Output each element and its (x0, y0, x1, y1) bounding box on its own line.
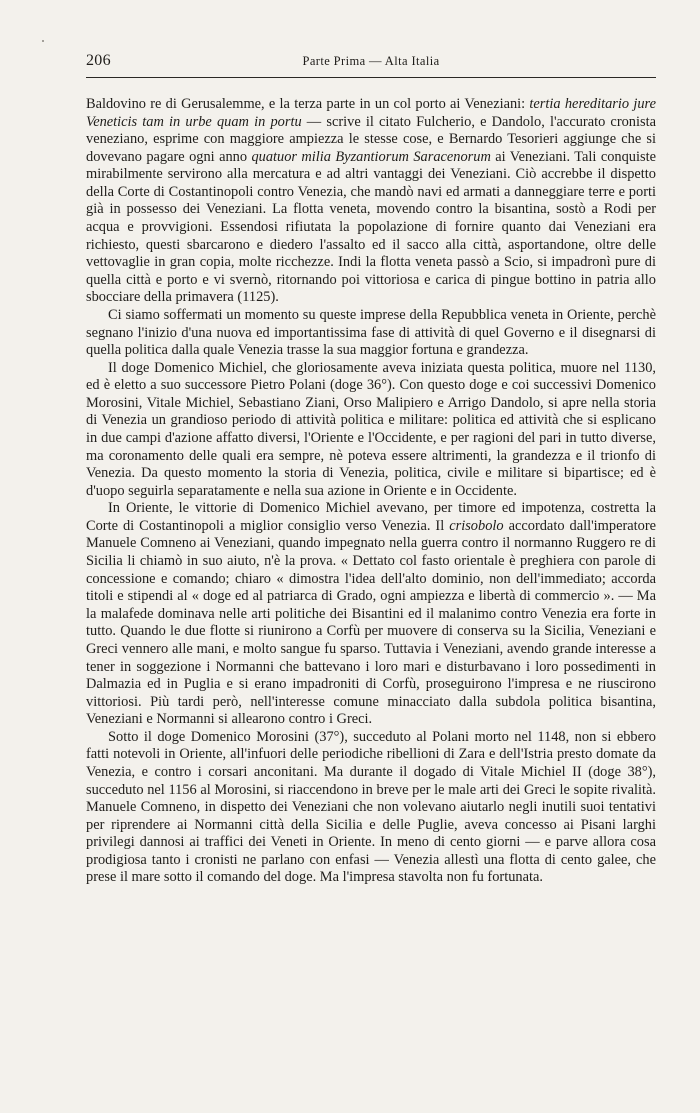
page-number: 206 (86, 52, 111, 69)
paper-speck (42, 40, 44, 42)
body-text (86, 96, 656, 887)
paragraph (86, 360, 656, 501)
text-run: Sotto il doge Domenico Morosini (37°), succeduto al Polani morto nel 1148, non si ebbero fatti notevoli in Oriente, all'infuori delle periodiche ribellioni di Zara e dell'Istria presto domate da Venezia, e contro i corsari anconitani. Ma durante il dogado di Vitale Michiel II (doge 38°), succeduto nel 1156 al Morosini, si riaccendono in breve per le male arti dei Greci le sopite rivalità. Manuele Comneno, in dispetto dei Veneziani che non volevano aiutarlo negli inutili suoi tentativi per riprendere ai Normanni città della Sicilia e delle Puglie, aveva concesso ai Pisani larghi privilegi dannosi ai traffici dei Veneti in Oriente. In meno di cento giorni — e parve allora cosa prodigiosa tanto i cronisti ne parlano con enfasi — Venezia allestì una flotta di cento galee, che prese il mare sotto il comando del doge. Ma l'impresa stavolta non fu fortunata. (86, 728, 656, 886)
paragraph (86, 307, 656, 360)
italic-quotation: tertia hereditario jure Veneticis tam in urbe quam in portu (86, 96, 656, 130)
page-header (86, 52, 656, 72)
running-title: Parte Prima — Alta Italia (302, 54, 440, 68)
text-run: Baldovino re di Gerusalemme, e la terza parte in un col porto ai Veneziani: (86, 96, 530, 112)
italic-quotation: crisobolo (449, 517, 504, 534)
text-run: — scrive il citato Fulcherio, e Dandolo, l'accurato cronista veneziano, esprime con maggiore ampiezza le stesse cose, e Bernardo Tesorieri aggiunge che si dovevano pagare ogni anno (86, 113, 656, 165)
text-run: In Oriente, le vittorie di Domenico Michiel avevano, per timore ed impotenza, costretta la Corte di Costantinopoli a miglior consiglio verso Venezia. Il (86, 500, 656, 534)
italic-quotation: quatuor milia Byzantiorum Saracenorum (251, 148, 491, 165)
text-run: Il doge Domenico Michiel, che gloriosamente aveva iniziata questa politica, muore nel 1130, ed è eletto a suo successore Pietro Polani (doge 36°). Con questo doge e coi successivi Domenico Morosini, Vitale Michiel, Sebastiano Ziani, Orso Malipiero e Arrigo Dandolo, si apre nella storia di Venezia un grandioso periodo di attività politica e militare: politica ed attività che si esplicano in due campi d'azione affatto diversi, l'Oriente e l'Occidente, e per ragioni del pari in tutto diverse, ma coronamento delle quali era sempre, nè poteva essere altrimenti, la grandezza e il trionfo di Venezia. Da questo momento la storia di Venezia, politica, civile e militare si bipartisce; ed è d'uopo seguirla separatamente e nella sua azione in Oriente e in Occidente. (86, 359, 656, 499)
header-rule (86, 77, 656, 78)
paragraph (86, 96, 656, 307)
paragraph (86, 729, 656, 887)
text-run: ai Veneziani. Tali conquiste mirabilmente servirono alla mercatura e ad altri vantaggi dei Veneziani. Ciò accrebbe il dispetto della Corte di Costantinopoli contro Venezia, che mandò navi ed armati a danneggiare terre e porti già in possesso dei Veneziani. La flotta veneta, movendo contro la bisantina, sostò a Rodi per acqua e provvigioni. Essendosi rifiutata la popolazione di fornire quanto dai Veneziani era richiesto, questi sbarcarono e diedero l'assalto ed il sacco alla città, asportandone, oltre delle vettovaglie in gran copia, molte ricchezze. Indi la flotta veneta passò a Scio, si impadronì pure di quella città e porto e vi svernò, ritornando poi vittoriosa e carica di pingue bottino in patria allo sbocciare della primavera (1125). (86, 148, 656, 306)
text-run: accordato dall'imperatore Manuele Comneno ai Veneziani, quando impegnato nella guerra contro il normanno Ruggero re di Sicilia li chiamò in suo aiuto, n'è la prova. « Dettato col fasto orientale è preghiera con parole di concessione e comando; chiaro « dimostra l'idea dell'alto dominio, non dell'immediato; accorda titoli e stipendi al « doge ed al patriarca di Grado, ogni ampiezza e libertà di commercio ». — Ma la malafede dominava nelle arti politiche dei Bisantini ed il malanimo contro Venezia era forte in tutto. Quando le due flotte si riunirono a Corfù per muovere di conserva su la Sicilia, Veneziani e Greci vennero alle mani, e molto sangue fu sparso. Tuttavia i Veneziani, avendo grande interesse a tener in soggezione i Normanni che battevano i loro mari e disturbavano i loro possedimenti in Dalmazia ed in Puglia e si erano impadroniti di Corfù, proseguirono l'impresa e ne riuscirono vittoriosi. Più tardi però, nell'interesse comune minacciato dalla subdola politica bisantina, Veneziani e Normanni si allearono contro i Greci. (86, 517, 657, 728)
paragraph (86, 500, 656, 729)
text-run: Ci siamo soffermati un momento su queste imprese della Repubblica veneta in Oriente, perchè segnano l'inizio d'una nuova ed importantissima fase di attività di quel Governo e il disegnarsi di quella politica dalla quale Venezia trasse la sua maggior fortuna e grandezza. (86, 306, 656, 359)
